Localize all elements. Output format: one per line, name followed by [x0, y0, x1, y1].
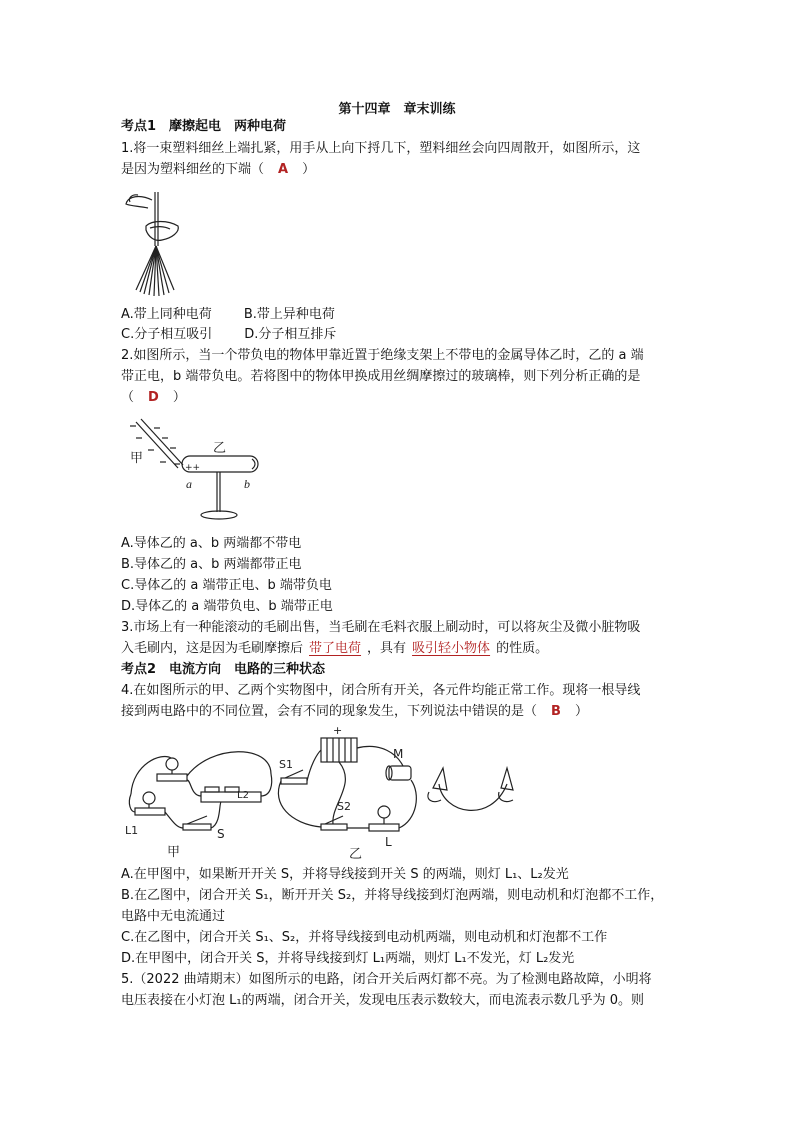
q3-text-line1: 3.市场上有一种能滚动的毛刷出售，当毛刷在毛料衣服上刷动时，可以将灰尘及微小脏物吸	[121, 620, 641, 635]
q5-text-line1: 5.（2022 曲靖期末）如图所示的电路，闭合开关后两灯都不亮。为了检测电路故障，小明将	[121, 972, 652, 987]
q4-answer: B	[551, 704, 561, 719]
q1-options-row2	[121, 326, 336, 344]
q1-option-c: C.分子相互吸引	[121, 327, 213, 342]
q1-text-line2: 是因为塑料细丝的下端（ A ）	[121, 162, 316, 177]
q4-option-a: A.在甲图中，如果断开开关 S，并将导线接到开关 S 的两端，则灯 L₁、L₂发光	[121, 867, 569, 882]
q2-plus-signs: ++	[185, 463, 201, 473]
q1-text-line1: 1.将一束塑料细丝上端扎紧，用手从上向下捋几下，塑料细丝会向四周散开，如图所示，这	[121, 141, 641, 156]
q2-text-line1: 2.如图所示，当一个带负电的物体甲靠近置于绝缘支架上不带电的金属导体乙时，乙的 a 端	[121, 348, 644, 363]
q1-answer: A	[278, 162, 289, 177]
q2-text-line2: 带正电，b 端带负电。若将图中的物体甲换成用丝绸摩擦过的玻璃棒，则下列分析正确的是	[121, 369, 641, 384]
q3-blank-2: 吸引轻小物体	[412, 641, 491, 656]
q5-text-line2: 电压表接在小灯泡 L₁的两端，闭合开关，发现电压表示数较大，而电流表示数几乎为 0。则	[121, 993, 644, 1008]
q2-figure-charged-conductor	[122, 416, 272, 524]
q4-text-line2: 接到两电路中的不同位置，会有不同的现象发生，下列说法中错误的是（ B ）	[121, 704, 588, 719]
q4-label-l2: L2	[237, 790, 249, 801]
q4-label-s: S	[217, 827, 225, 841]
q4-option-b-line2: 电路中无电流通过	[121, 909, 226, 924]
q4-label-l1: L1	[125, 824, 139, 837]
q2-option-c: C.导体乙的 a 端带正电、b 端带负电	[121, 578, 332, 593]
q2-label-yi: 乙	[213, 441, 227, 456]
q2-option-a: A.导体乙的 a、b 两端都不带电	[121, 536, 302, 551]
q2-option-b: B.导体乙的 a、b 两端都带正电	[121, 557, 302, 572]
q4-text-line1: 4.在如图所示的甲、乙两个实物图中，闭合所有开关，各元件均能正常工作。现将一根导线	[121, 683, 641, 698]
q4-label-plus: +	[333, 724, 343, 737]
q4-label-jia: 甲	[167, 845, 181, 860]
section-heading-1: 考点1 摩擦起电 两种电荷	[121, 119, 287, 134]
q3-blank-1: 带了电荷	[309, 641, 362, 656]
q4-label-s1: S1	[279, 758, 293, 771]
q4-option-b-line1: B.在乙图中，闭合开关 S₁，断开开关 S₂，并将导线接到灯泡两端，则电动机和灯泡都不工作，	[121, 888, 664, 903]
q4-option-c: C.在乙图中，闭合开关 S₁、S₂，并将导线接到电动机两端，则电动机和灯泡都不工作	[121, 930, 608, 945]
q2-option-d: D.导体乙的 a 端带负电、b 端带正电	[121, 599, 333, 614]
q2-answer: D	[148, 390, 159, 405]
q2-label-b: b	[244, 477, 250, 491]
page-title: 第十四章 章末训练	[338, 102, 456, 117]
q1-option-a: A.带上同种电荷	[121, 307, 212, 322]
q1-options-row1	[121, 306, 335, 324]
q3-text-line2: 入毛刷内，这是因为毛刷摩擦后 带了电荷 ，具有 吸引轻小物体 的性质。	[121, 641, 549, 656]
q4-label-s2: S2	[337, 800, 351, 813]
q1-figure-hand-plastic-strands	[122, 186, 192, 298]
q2-label-a: a	[186, 477, 192, 491]
q4-option-d: D.在甲图中，闭合开关 S，并将导线接到灯 L₁两端，则灯 L₁不发光，灯 L₂发光	[121, 951, 575, 966]
q4-label-l: L	[385, 835, 392, 849]
q2-label-jia: 甲	[130, 451, 144, 466]
section-heading-2: 考点2 电流方向 电路的三种状态	[121, 662, 326, 677]
q4-label-m: M	[393, 747, 404, 761]
q1-option-b: B.带上异种电荷	[243, 307, 335, 322]
q4-figure-circuits	[121, 724, 541, 864]
q1-option-d: D.分子相互排斥	[244, 327, 337, 342]
q4-label-yi: 乙	[349, 847, 363, 862]
q2-text-line3: （ D ）	[121, 390, 186, 405]
